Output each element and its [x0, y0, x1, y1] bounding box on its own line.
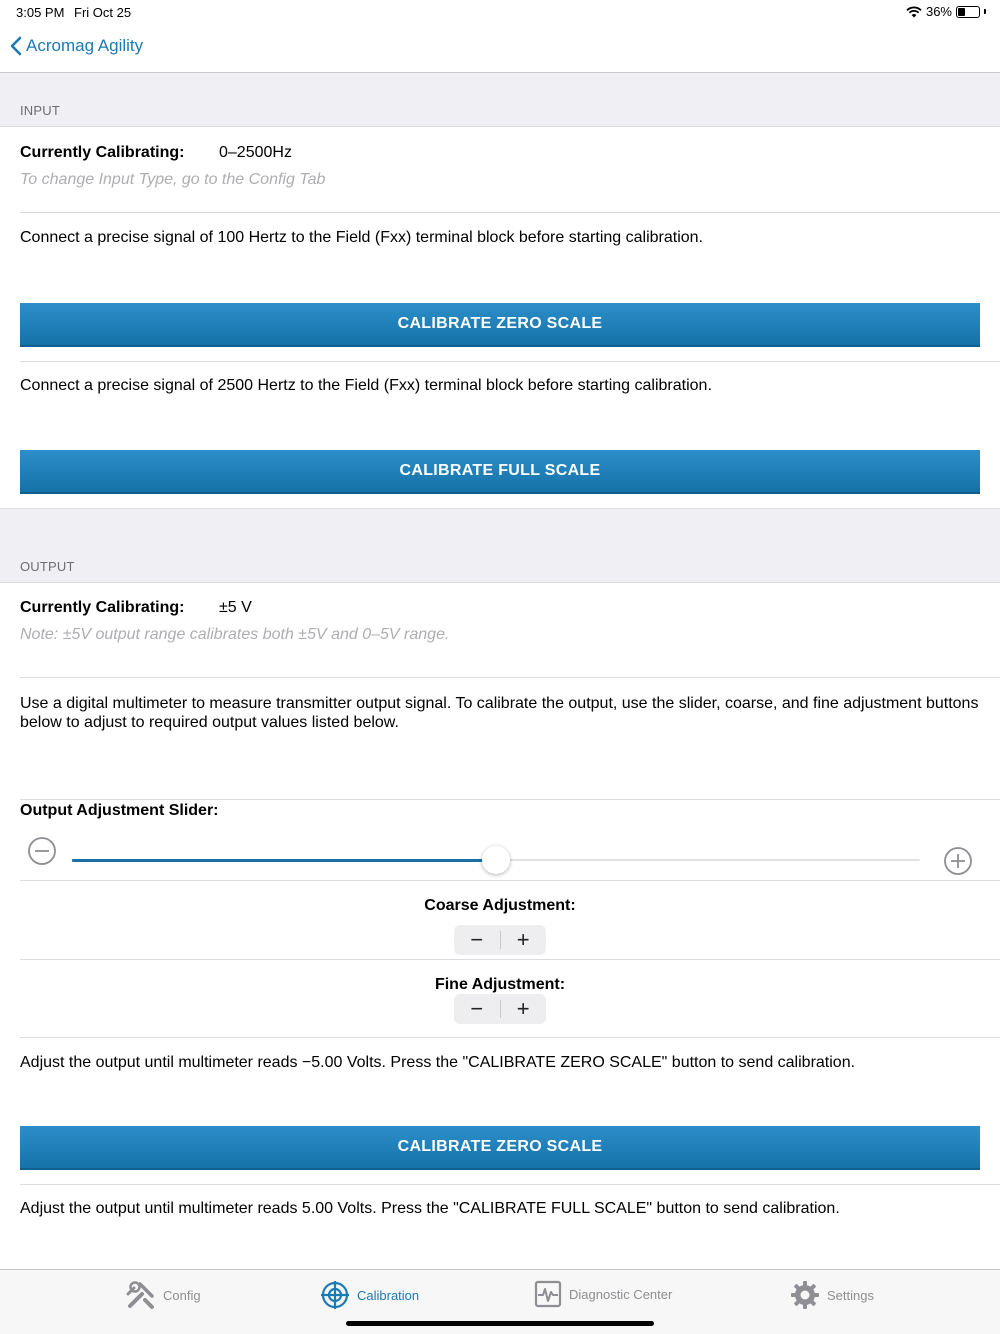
- input-hint: To change Input Type, go to the Config Tab: [20, 171, 326, 188]
- tab-calibration[interactable]: [320, 1280, 419, 1310]
- output-zero-button-row: [0, 1126, 1000, 1170]
- input-zero-instruction-row: [0, 213, 1000, 303]
- input-calibrate-full-button[interactable]: CALIBRATE FULL SCALE: [20, 450, 980, 494]
- tab-config[interactable]: [126, 1280, 201, 1310]
- output-full-instruction-row: [0, 1185, 1000, 1269]
- input-header-label: INPUT: [20, 103, 60, 118]
- input-full-button-row: [0, 450, 1000, 494]
- slider-fill: [72, 859, 496, 862]
- slider-label-row: [0, 800, 1000, 832]
- output-calibrating-label: Currently Calibrating:: [20, 599, 185, 616]
- coarse-stepper[interactable]: [454, 925, 546, 955]
- coarse-label: Coarse Adjustment:: [424, 897, 576, 914]
- status-time: 3:05 PM: [16, 5, 65, 20]
- tools-icon: [126, 1280, 156, 1310]
- tab-diagnostic-label: Diagnostic Center: [569, 1286, 673, 1302]
- output-note: Note: ±5V output range calibrates both ±5V and 0–5V range.: [20, 626, 450, 643]
- battery-percent: 36%: [925, 4, 952, 19]
- coarse-increment-button[interactable]: +: [516, 927, 530, 952]
- input-calibrate-zero-button[interactable]: CALIBRATE ZERO SCALE: [20, 303, 980, 347]
- wifi-icon: [906, 6, 922, 18]
- tab-settings-label: Settings: [827, 1287, 874, 1303]
- output-zero-instruction-row: [0, 1038, 1000, 1126]
- input-zero-button-row: [0, 303, 1000, 347]
- gear-icon: [790, 1280, 820, 1310]
- input-calibrating-label: Currently Calibrating:: [20, 144, 185, 161]
- home-indicator: [346, 1321, 654, 1326]
- status-right: [906, 4, 986, 19]
- spacer: [0, 494, 1000, 508]
- tab-calibration-label: Calibration: [357, 1287, 420, 1303]
- slider-thumb[interactable]: [482, 846, 510, 874]
- waveform-icon: [534, 1280, 562, 1308]
- output-calibrating-row: [0, 583, 1000, 677]
- output-adjustment-slider[interactable]: [0, 832, 1000, 880]
- fine-adjustment-row: [0, 960, 1000, 1037]
- tab-diagnostic-center[interactable]: [534, 1280, 672, 1308]
- coarse-adjustment-row: [0, 881, 1000, 959]
- output-calibrating-value: ±5 V: [219, 599, 252, 616]
- battery-tip: [984, 9, 986, 14]
- output-instruction-row: [0, 678, 1000, 799]
- output-calibrate-zero-button[interactable]: CALIBRATE ZERO SCALE: [20, 1126, 980, 1170]
- back-label: Acromag Agility: [26, 36, 144, 55]
- output-instruction: Use a digital multimeter to measure transmitter output signal. To calibrate the output, use the slider, coarse, and fine adjustment buttons below to adjust to required output values listed below.: [20, 695, 979, 731]
- status-date: Fri Oct 25: [74, 5, 132, 20]
- coarse-decrement-button[interactable]: −: [470, 927, 484, 952]
- back-button[interactable]: [10, 36, 143, 56]
- crosshair-icon: [320, 1280, 350, 1310]
- plus-circle-icon[interactable]: [943, 846, 973, 876]
- battery-level: [958, 8, 965, 16]
- tab-settings[interactable]: [790, 1280, 874, 1310]
- input-full-instruction-row: [0, 362, 1000, 450]
- navigation-bar: [0, 24, 1000, 73]
- input-full-instruction: Connect a precise signal of 2500 Hertz to the Field (Fxx) terminal block before starting calibration.: [20, 377, 712, 394]
- input-calibrating-row: [0, 127, 1000, 212]
- minus-circle-icon[interactable]: [27, 836, 57, 866]
- slider-track[interactable]: [72, 859, 920, 861]
- status-bar: [0, 0, 1000, 24]
- fine-label: Fine Adjustment:: [434, 976, 566, 993]
- input-calibrating-value: 0–2500Hz: [219, 144, 292, 161]
- input-zero-instruction: Connect a precise signal of 100 Hertz to the Field (Fxx) terminal block before starting calibration.: [20, 229, 703, 246]
- fine-increment-button[interactable]: +: [516, 996, 530, 1021]
- tab-config-label: Config: [163, 1287, 201, 1303]
- output-section-header: [0, 508, 1000, 583]
- battery-icon: [956, 6, 980, 18]
- input-section-header: [0, 73, 1000, 127]
- output-full-instruction: Adjust the output until multimeter reads 5.00 Volts. Press the "CALIBRATE FULL SCALE" button to send calibration.: [20, 1200, 840, 1217]
- slider-label: Output Adjustment Slider:: [20, 802, 219, 819]
- fine-stepper[interactable]: [454, 994, 546, 1024]
- output-zero-instruction: Adjust the output until multimeter reads −5.00 Volts. Press the "CALIBRATE ZERO SCALE" button to send calibration.: [20, 1054, 856, 1071]
- fine-decrement-button[interactable]: −: [470, 996, 484, 1021]
- chevron-left-icon: [10, 36, 22, 56]
- calibration-content[interactable]: [0, 73, 1000, 1269]
- output-header-label: OUTPUT: [20, 559, 75, 574]
